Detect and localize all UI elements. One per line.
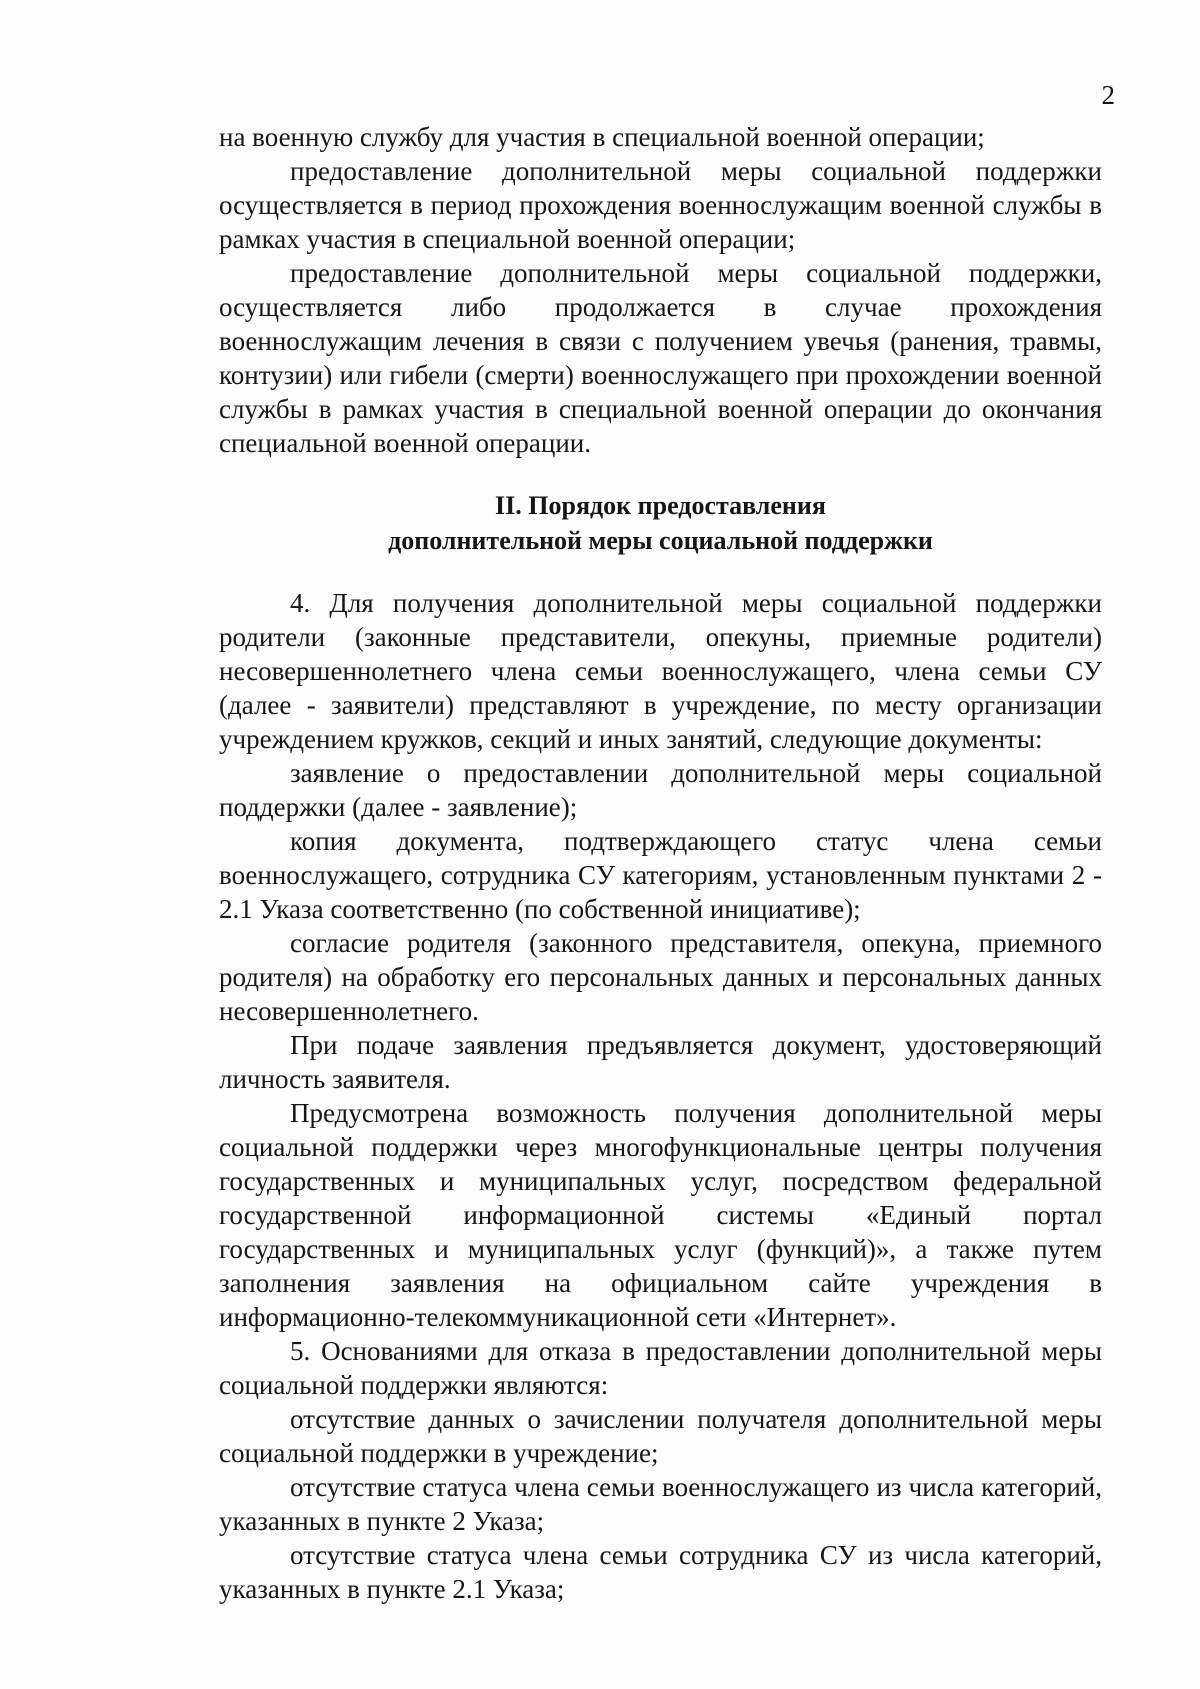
document-body xyxy=(219,120,1102,1606)
section-heading-line: II. Порядок предоставления xyxy=(495,491,826,520)
section-heading-line: дополнительной меры социальной поддержки xyxy=(388,526,933,555)
paragraph: отсутствие статуса члена семьи сотрудника СУ из числа категорий, указанных в пункте 2.1 Указа; xyxy=(219,1540,1102,1604)
paragraph: 4. Для получения дополнительной меры социальной поддержки родители (законные представители, опекуны, приемные родители) несовершеннолетнего члена семьи военнослужащего, члена семьи СУ (далее - заявители) представляют в учреждение, по месту организации учреждением кружков, секций и иных занятий, следующие документы: xyxy=(219,588,1102,754)
paragraph: отсутствие данных о зачислении получателя дополнительной меры социальной поддержки в учреждение; xyxy=(219,1404,1102,1468)
paragraph: согласие родителя (законного представителя, опекуна, приемного родителя) на обработку его персональных данных и персональных данных несовершеннолетнего. xyxy=(219,928,1102,1026)
section-heading xyxy=(219,488,1102,558)
paragraph: отсутствие статуса члена семьи военнослужащего из числа категорий, указанных в пункте 2 Указа; xyxy=(219,1472,1102,1536)
paragraph: 5. Основаниями для отказа в предоставлении дополнительной меры социальной поддержки являются: xyxy=(219,1336,1102,1400)
paragraph: предоставление дополнительной меры социальной поддержки, осуществляется либо продолжается в случае прохождения военнослужащим лечения в связи с получением увечья (ранения, травмы, контузии) или гибели (смерти) военнослужащего при прохождении военной службы в рамках участия в специальной военной операции до окончания специальной военной операции. xyxy=(219,258,1102,458)
paragraph: заявление о предоставлении дополнительной меры социальной поддержки (далее - заявление); xyxy=(219,758,1102,822)
paragraph: копия документа, подтверждающего статус члена семьи военнослужащего, сотрудника СУ категориям, установленным пунктами 2 - 2.1 Указа соответственно (по собственной инициативе); xyxy=(219,826,1102,924)
paragraph: Предусмотрена возможность получения дополнительной меры социальной поддержки через многофункциональные центры получения государственных и муниципальных услуг, посредством федеральной государственной информационной системы «Единый портал государственных и муниципальных услуг (функций)», а также путем заполнения заявления на официальном сайте учреждения в информационно-телекоммуникационной сети «Интернет». xyxy=(219,1098,1102,1332)
page-number: 2 xyxy=(1101,80,1115,110)
paragraph: предоставление дополнительной меры социальной поддержки осуществляется в период прохождения военнослужащим военной службы в рамках участия в специальной военной операции; xyxy=(219,156,1102,254)
paragraph: на военную службу для участия в специальной военной операции; xyxy=(219,122,985,152)
paragraph: При подаче заявления предъявляется документ, удостоверяющий личность заявителя. xyxy=(219,1030,1102,1094)
